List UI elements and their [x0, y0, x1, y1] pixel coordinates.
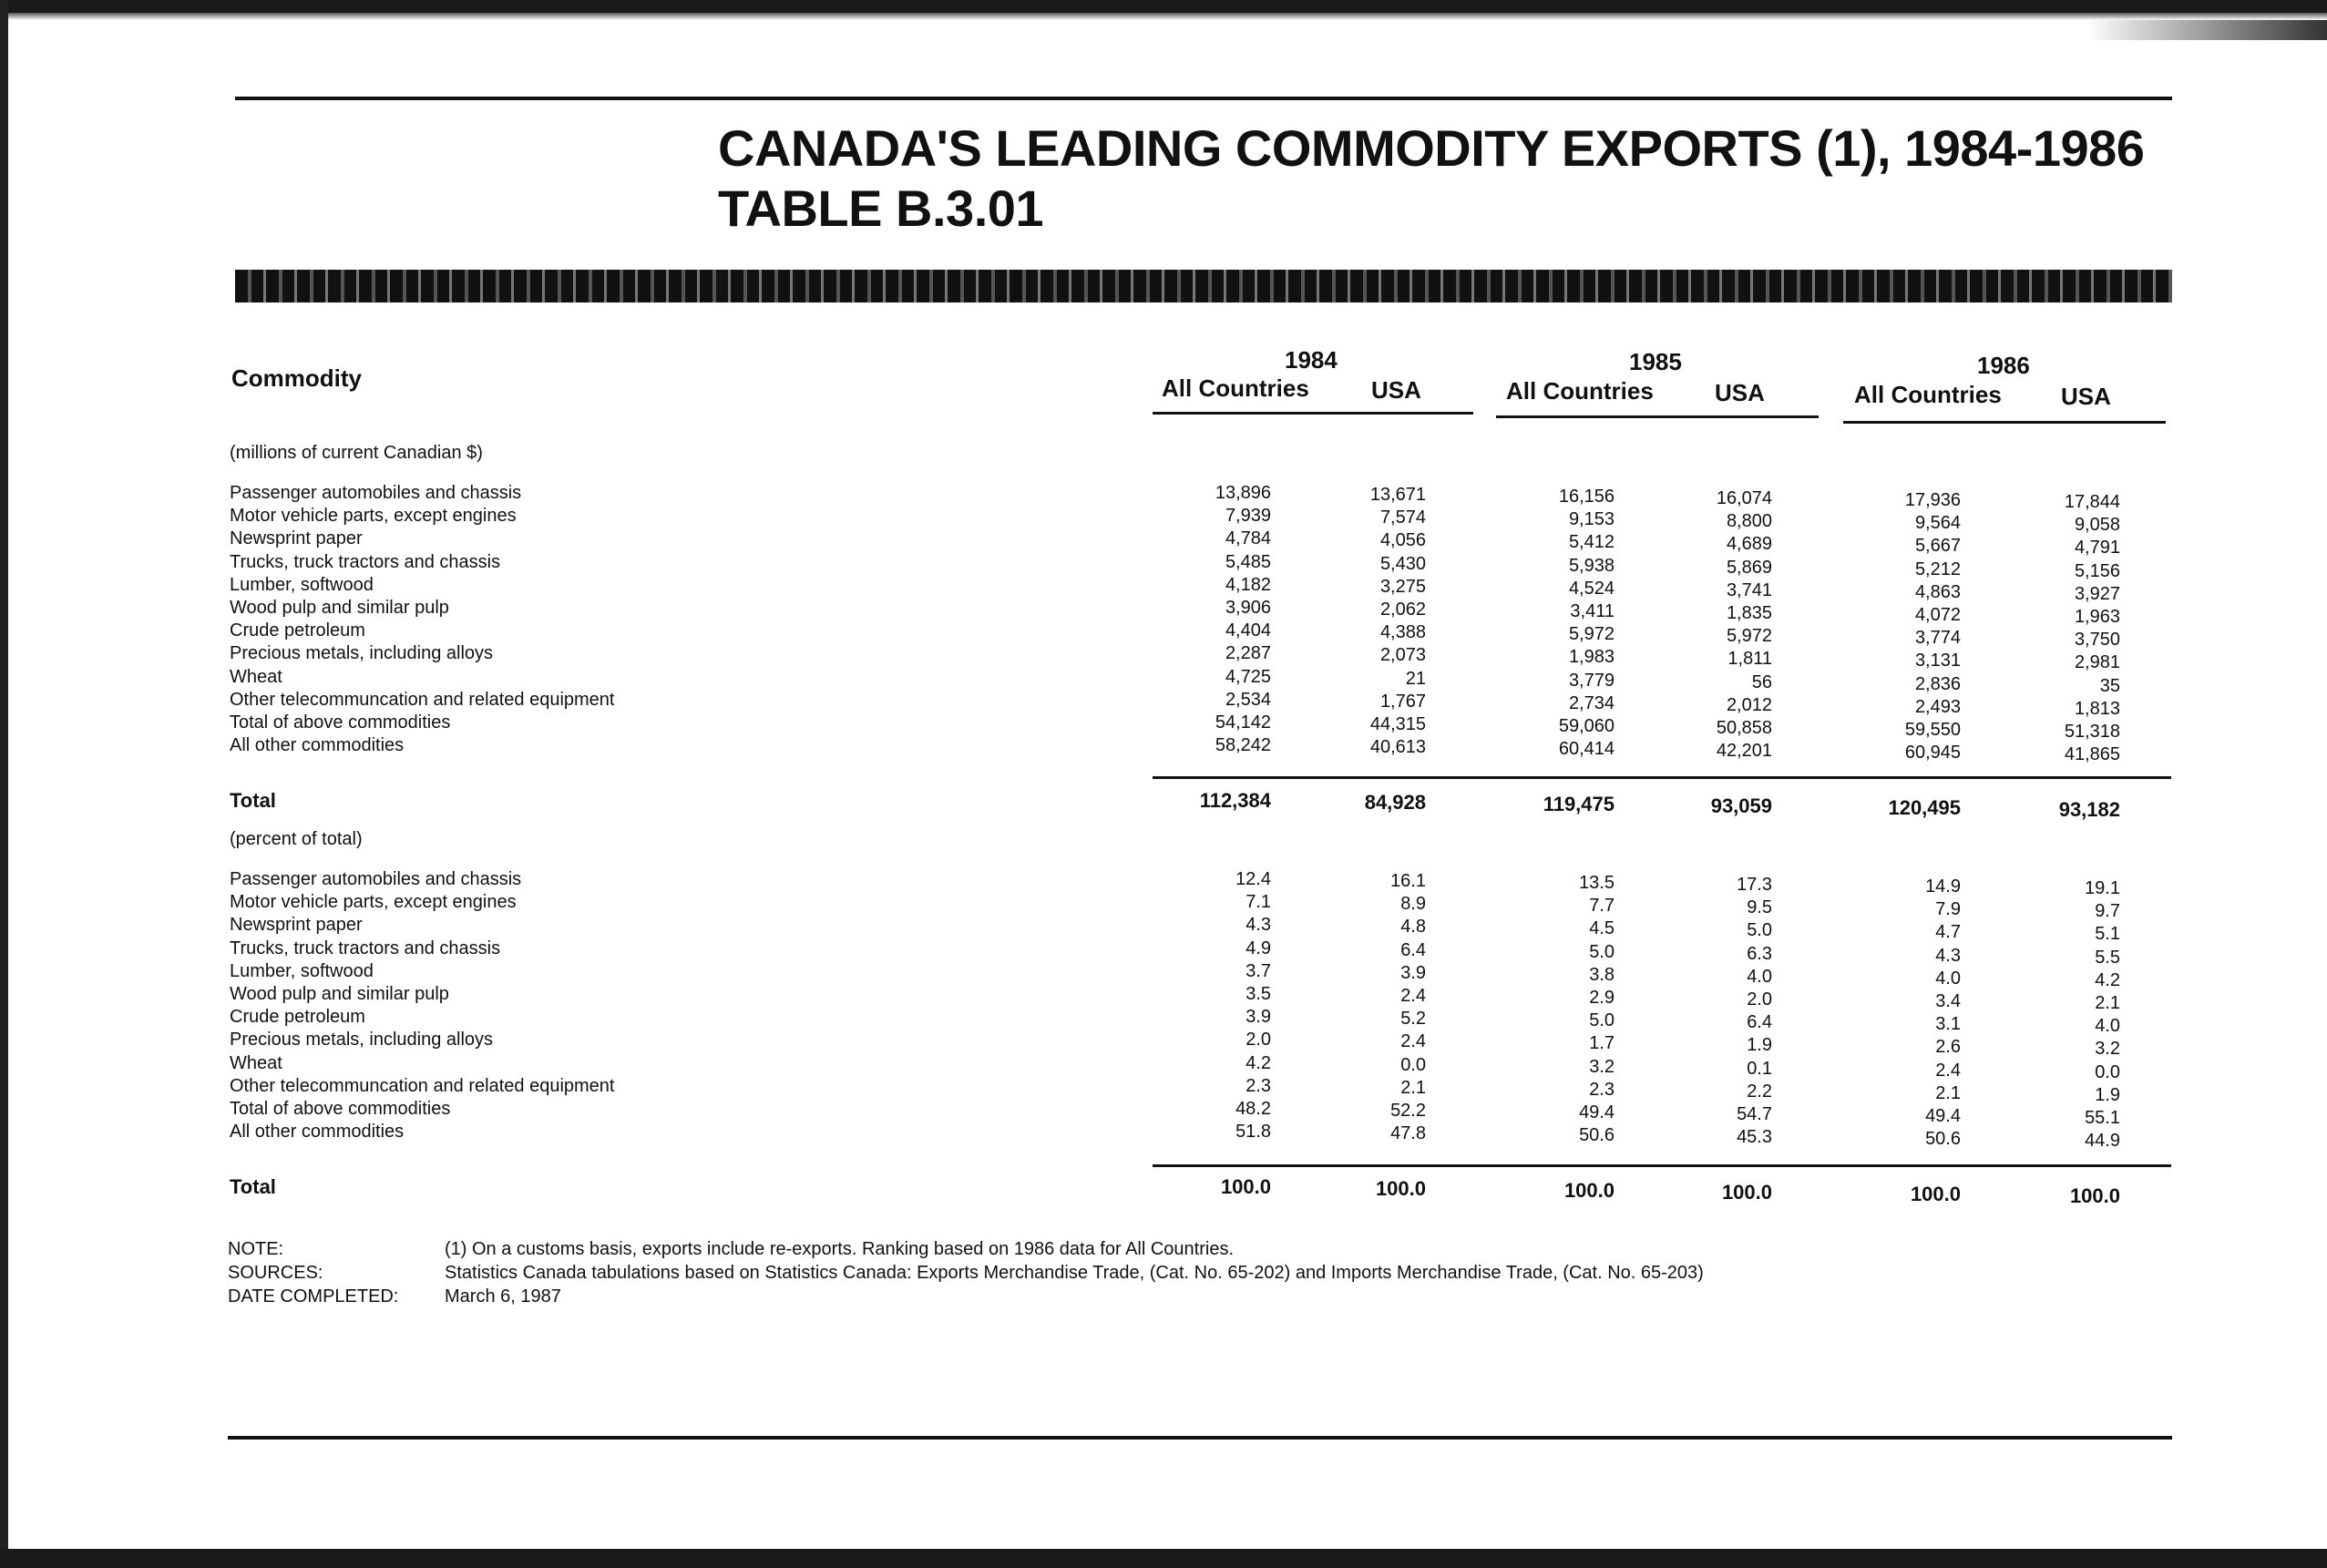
sources-text: Statistics Canada tabulations based on Statistics Canada: Exports Merchandise Trade, (Cat. No. 65-202) and Imports Merchandise Trade, (Cat. No. 65-203) — [445, 1263, 1704, 1283]
value-cell: 51,318 — [2064, 722, 2120, 742]
commodity-name: Total of above commodities — [230, 1099, 451, 1119]
value-cell: 4.2 — [1246, 1053, 1271, 1073]
value-cell: 3.7 — [1246, 961, 1271, 981]
total-rule-millions — [1153, 776, 2171, 779]
year-1985-header: 1985 — [1629, 348, 1682, 375]
commodity-name: Precious metals, including alloys — [230, 1030, 494, 1050]
value-cell: 6.4 — [1747, 1011, 1772, 1032]
table-row — [0, 712, 2327, 742]
value-cell: 9,564 — [1914, 513, 1961, 533]
value-cell: 4.3 — [1935, 946, 1961, 966]
value-cell: 7.1 — [1246, 892, 1271, 912]
scan-smudge — [2086, 20, 2327, 40]
value-cell: 44.9 — [2085, 1131, 2120, 1151]
note-text: (1) On a customs basis, exports include re-exports. Ranking based on 1986 data for All Countries. — [445, 1239, 1235, 1259]
value-cell: 2.4 — [1400, 1030, 1426, 1051]
commodity-name: Lumber, softwood — [230, 575, 374, 595]
commodity-name: Newsprint paper — [230, 915, 363, 935]
value-cell: 84,928 — [1364, 790, 1426, 814]
table-row — [0, 1098, 2327, 1128]
table-row — [0, 551, 2327, 581]
value-cell: 4.0 — [1747, 966, 1772, 987]
value-cell: 1,767 — [1379, 691, 1426, 712]
usa-1986-header: USA — [2061, 383, 2111, 410]
value-cell: 100.0 — [1375, 1176, 1426, 1200]
value-cell: 1,811 — [1727, 648, 1772, 669]
table-row — [0, 938, 2327, 968]
value-cell: 100.0 — [1910, 1183, 1961, 1205]
usa-1984-header: USA — [1371, 376, 1421, 404]
value-cell: 5.2 — [1400, 1008, 1426, 1029]
value-cell: 4.3 — [1246, 915, 1271, 935]
section-label-millions: (millions of current Canadian $) — [230, 443, 483, 463]
commodity-name: Crude petroleum — [230, 620, 365, 641]
year-1984-header: 1984 — [1285, 346, 1338, 374]
value-cell: 2.3 — [1589, 1080, 1615, 1100]
header-rule-1985 — [1496, 415, 1819, 418]
total-row — [0, 789, 2327, 821]
total-rule-percent — [1153, 1164, 2171, 1167]
value-cell: 0.0 — [1400, 1054, 1426, 1075]
commodity-header: Commodity — [231, 364, 362, 392]
value-cell: 3,927 — [2074, 584, 2120, 604]
table-row — [0, 689, 2327, 719]
value-cell: 5,869 — [1726, 557, 1772, 578]
commodity-name: Total — [230, 1175, 276, 1198]
value-cell: 4.0 — [2095, 1016, 2120, 1036]
value-cell: 1.9 — [2095, 1085, 2120, 1105]
value-cell: 3,779 — [1568, 671, 1615, 691]
commodity-name: All other commodities — [230, 735, 405, 755]
value-cell: 3.2 — [2095, 1039, 2120, 1059]
value-cell: 14.9 — [1925, 876, 1961, 897]
value-cell: 5.0 — [1589, 1010, 1615, 1030]
value-cell: 2.6 — [1935, 1037, 1961, 1057]
table-row — [0, 642, 2327, 672]
value-cell: 2.9 — [1589, 988, 1615, 1008]
value-cell: 3.2 — [1589, 1057, 1615, 1077]
commodity-name: Wheat — [230, 667, 282, 687]
value-cell: 2.3 — [1246, 1076, 1271, 1096]
page-title — [718, 118, 2144, 239]
value-cell: 100.0 — [1563, 1179, 1615, 1202]
value-cell: 40,613 — [1369, 736, 1426, 757]
commodity-name: Motor vehicle parts, except engines — [230, 892, 517, 912]
table-row — [0, 960, 2327, 990]
table-row — [0, 914, 2327, 944]
value-cell: 47.8 — [1390, 1122, 1426, 1143]
top-rule — [235, 97, 2172, 100]
table-row — [0, 1052, 2327, 1082]
value-cell: 52.2 — [1390, 1100, 1426, 1121]
value-cell: 50,858 — [1716, 717, 1772, 738]
table-row — [0, 597, 2327, 627]
commodity-name: Passenger automobiles and chassis — [230, 869, 522, 889]
commodity-name: Wood pulp and similar pulp — [230, 598, 449, 618]
table-row — [0, 983, 2327, 1013]
value-cell: 5.5 — [2095, 948, 2120, 968]
table-row — [0, 1029, 2327, 1059]
table-row — [0, 1121, 2327, 1151]
scan-border-bottom — [0, 1549, 2327, 1568]
value-cell: 45.3 — [1737, 1126, 1772, 1147]
value-cell: 2,981 — [2074, 652, 2120, 672]
value-cell: 16,074 — [1716, 487, 1772, 508]
value-cell: 59,550 — [1904, 720, 1961, 740]
value-cell: 1,813 — [2074, 699, 2120, 719]
commodity-name: Trucks, truck tractors and chassis — [230, 552, 501, 572]
value-cell: 16,156 — [1558, 487, 1615, 507]
value-cell: 54,142 — [1215, 712, 1271, 733]
value-cell: 3,411 — [1570, 601, 1615, 621]
year-1986-header: 1986 — [1977, 352, 2030, 379]
commodity-name: Trucks, truck tractors and chassis — [230, 938, 501, 958]
value-cell: 5.0 — [1747, 919, 1772, 940]
value-cell: 4.7 — [1935, 922, 1961, 942]
value-cell: 3.9 — [1246, 1007, 1271, 1027]
value-cell: 3.1 — [1935, 1014, 1961, 1034]
value-cell: 2,836 — [1914, 674, 1961, 694]
scan-border-left — [0, 0, 8, 1568]
value-cell: 112,384 — [1199, 789, 1271, 812]
value-cell: 2,287 — [1225, 643, 1271, 663]
value-cell: 41,865 — [2064, 744, 2120, 764]
all-countries-1985-header: All Countries — [1506, 377, 1654, 405]
commodity-name: Wood pulp and similar pulp — [230, 984, 449, 1004]
table-row — [0, 734, 2327, 764]
value-cell: 3,275 — [1379, 576, 1426, 597]
value-cell: 35 — [2099, 676, 2120, 696]
all-countries-1984-header: All Countries — [1162, 374, 1309, 402]
value-cell: 8.9 — [1400, 893, 1426, 914]
bottom-rule — [228, 1436, 2172, 1440]
value-cell: 93,059 — [1710, 794, 1772, 817]
value-cell: 3,741 — [1726, 579, 1772, 600]
note-key: NOTE: — [228, 1239, 284, 1259]
value-cell: 0.1 — [1747, 1058, 1772, 1079]
all-countries-1986-header: All Countries — [1854, 381, 2002, 408]
header-rule-1984 — [1153, 412, 1473, 415]
value-cell: 13,896 — [1215, 483, 1271, 503]
value-cell: 7,574 — [1379, 507, 1426, 528]
date-completed-text: March 6, 1987 — [445, 1286, 561, 1307]
value-cell: 5,412 — [1568, 532, 1615, 552]
value-cell: 5,430 — [1379, 553, 1426, 574]
value-cell: 59,060 — [1558, 716, 1615, 736]
value-cell: 13.5 — [1579, 873, 1615, 893]
total-row — [0, 1175, 2327, 1207]
value-cell: 119,475 — [1543, 793, 1615, 815]
table-row — [0, 891, 2327, 921]
value-cell: 2.1 — [2095, 993, 2120, 1013]
value-cell: 7.7 — [1589, 896, 1615, 916]
value-cell: 60,945 — [1904, 743, 1961, 763]
value-cell: 9,058 — [2074, 515, 2120, 535]
decorative-bar — [235, 270, 2172, 302]
value-cell: 9,153 — [1568, 509, 1615, 529]
value-cell: 1,835 — [1726, 602, 1772, 623]
value-cell: 93,182 — [2058, 798, 2120, 821]
value-cell: 100.0 — [1721, 1180, 1772, 1204]
value-cell: 5,972 — [1568, 624, 1615, 644]
value-cell: 4,056 — [1379, 529, 1426, 550]
value-cell: 4.0 — [1935, 968, 1961, 989]
header-rule-1986 — [1843, 421, 2166, 424]
value-cell: 42,201 — [1716, 740, 1772, 761]
value-cell: 3.4 — [1935, 991, 1961, 1011]
value-cell: 56 — [1751, 671, 1772, 692]
value-cell: 5,212 — [1914, 559, 1961, 579]
value-cell: 9.5 — [1747, 897, 1772, 917]
commodity-name: Total — [230, 789, 276, 812]
date-completed-key: DATE COMPLETED: — [228, 1286, 399, 1307]
value-cell: 2.4 — [1400, 985, 1426, 1006]
scan-border-top-shade — [0, 13, 2327, 20]
value-cell: 4.8 — [1400, 916, 1426, 937]
value-cell: 1.9 — [1747, 1034, 1772, 1055]
value-cell: 2,534 — [1225, 690, 1271, 710]
value-cell: 13,671 — [1369, 484, 1426, 505]
value-cell: 2.0 — [1747, 989, 1772, 1009]
value-cell: 2,073 — [1379, 644, 1426, 665]
value-cell: 4,784 — [1225, 528, 1271, 548]
value-cell: 5,156 — [2074, 561, 2120, 581]
value-cell: 2,062 — [1379, 599, 1426, 620]
value-cell: 3,774 — [1914, 628, 1961, 648]
value-cell: 2,493 — [1914, 697, 1961, 717]
table-row — [0, 574, 2327, 604]
value-cell: 8,800 — [1726, 510, 1772, 531]
value-cell: 3.9 — [1400, 962, 1426, 983]
value-cell: 60,414 — [1558, 739, 1615, 759]
value-cell: 55.1 — [2085, 1108, 2120, 1128]
value-cell: 6.3 — [1747, 943, 1772, 964]
commodity-name: Motor vehicle parts, except engines — [230, 506, 517, 526]
value-cell: 0.0 — [2095, 1062, 2120, 1082]
title-line-1: CANADA'S LEADING COMMODITY EXPORTS (1), 1984-1986 — [718, 119, 2145, 177]
value-cell: 4,791 — [2074, 538, 2120, 558]
value-cell: 4,182 — [1225, 575, 1271, 595]
value-cell: 2.1 — [1935, 1083, 1961, 1103]
value-cell: 1,963 — [2074, 607, 2120, 627]
commodity-name: Total of above commodities — [230, 712, 451, 733]
value-cell: 4.2 — [2095, 970, 2120, 990]
value-cell: 50.6 — [1579, 1125, 1615, 1145]
value-cell: 2.4 — [1935, 1061, 1961, 1081]
value-cell: 16.1 — [1390, 870, 1426, 891]
value-cell: 44,315 — [1369, 713, 1426, 734]
usa-1985-header: USA — [1715, 379, 1765, 406]
value-cell: 2,012 — [1726, 694, 1772, 715]
value-cell: 5.0 — [1589, 942, 1615, 962]
scan-border-top — [0, 0, 2327, 13]
commodity-name: Newsprint paper — [230, 528, 363, 548]
section-label-percent: (percent of total) — [230, 829, 363, 849]
commodity-name: Crude petroleum — [230, 1007, 365, 1027]
title-line-2: TABLE B.3.01 — [718, 179, 1044, 237]
value-cell: 4,404 — [1225, 620, 1271, 641]
value-cell: 2.0 — [1246, 1030, 1271, 1050]
table-row — [0, 482, 2327, 512]
value-cell: 4,725 — [1225, 667, 1271, 687]
value-cell: 4,689 — [1726, 533, 1772, 554]
value-cell: 2,734 — [1568, 693, 1615, 713]
value-cell: 54.7 — [1737, 1103, 1772, 1124]
value-cell: 3,906 — [1225, 598, 1271, 618]
value-cell: 19.1 — [2085, 878, 2120, 898]
table-row — [0, 1075, 2327, 1105]
value-cell: 49.4 — [1579, 1102, 1615, 1122]
value-cell: 5,485 — [1225, 552, 1271, 572]
value-cell: 17,844 — [2064, 492, 2120, 512]
value-cell: 4,388 — [1379, 621, 1426, 642]
commodity-name: Other telecommuncation and related equipment — [230, 1076, 615, 1096]
value-cell: 12.4 — [1235, 869, 1271, 889]
value-cell: 100.0 — [2069, 1184, 2120, 1207]
value-cell: 17.3 — [1737, 874, 1772, 895]
value-cell: 3.5 — [1246, 984, 1271, 1004]
value-cell: 58,242 — [1215, 735, 1271, 755]
commodity-name: Wheat — [230, 1053, 282, 1073]
value-cell: 2.2 — [1747, 1081, 1772, 1102]
value-cell: 3,750 — [2074, 630, 2120, 650]
value-cell: 100.0 — [1220, 1175, 1271, 1198]
table-row — [0, 1006, 2327, 1036]
value-cell: 7,939 — [1225, 506, 1271, 526]
value-cell: 49.4 — [1925, 1106, 1961, 1126]
commodity-name: Lumber, softwood — [230, 961, 374, 981]
value-cell: 120,495 — [1888, 796, 1961, 819]
table-row — [0, 666, 2327, 696]
value-cell: 1.7 — [1589, 1033, 1615, 1053]
value-cell: 9.7 — [2095, 901, 2120, 921]
value-cell: 6.4 — [1400, 939, 1426, 960]
commodity-name: Passenger automobiles and chassis — [230, 483, 522, 503]
value-cell: 3,131 — [1914, 651, 1961, 671]
table-row — [0, 620, 2327, 650]
table-row — [0, 528, 2327, 558]
commodity-name: All other commodities — [230, 1122, 405, 1142]
value-cell: 5.1 — [2095, 924, 2120, 944]
value-cell: 1,983 — [1568, 647, 1615, 667]
value-cell: 5,972 — [1726, 625, 1772, 646]
value-cell: 51.8 — [1235, 1122, 1271, 1142]
value-cell: 4,072 — [1914, 605, 1961, 625]
commodity-name: Precious metals, including alloys — [230, 643, 494, 663]
value-cell: 4.9 — [1246, 938, 1271, 958]
value-cell: 21 — [1405, 668, 1426, 689]
value-cell: 7.9 — [1935, 899, 1961, 919]
table-row — [0, 868, 2327, 898]
value-cell: 50.6 — [1925, 1129, 1961, 1149]
value-cell: 2.1 — [1400, 1077, 1426, 1098]
value-cell: 17,936 — [1904, 490, 1961, 510]
table-row — [0, 505, 2327, 535]
commodity-name: Other telecommuncation and related equipment — [230, 690, 615, 710]
value-cell: 5,667 — [1914, 536, 1961, 556]
value-cell: 4,524 — [1568, 579, 1615, 599]
value-cell: 4,863 — [1914, 582, 1961, 602]
value-cell: 3.8 — [1589, 965, 1615, 985]
value-cell: 48.2 — [1235, 1099, 1271, 1119]
value-cell: 5,938 — [1568, 556, 1615, 576]
value-cell: 4.5 — [1589, 918, 1615, 938]
sources-key: SOURCES: — [228, 1263, 323, 1283]
